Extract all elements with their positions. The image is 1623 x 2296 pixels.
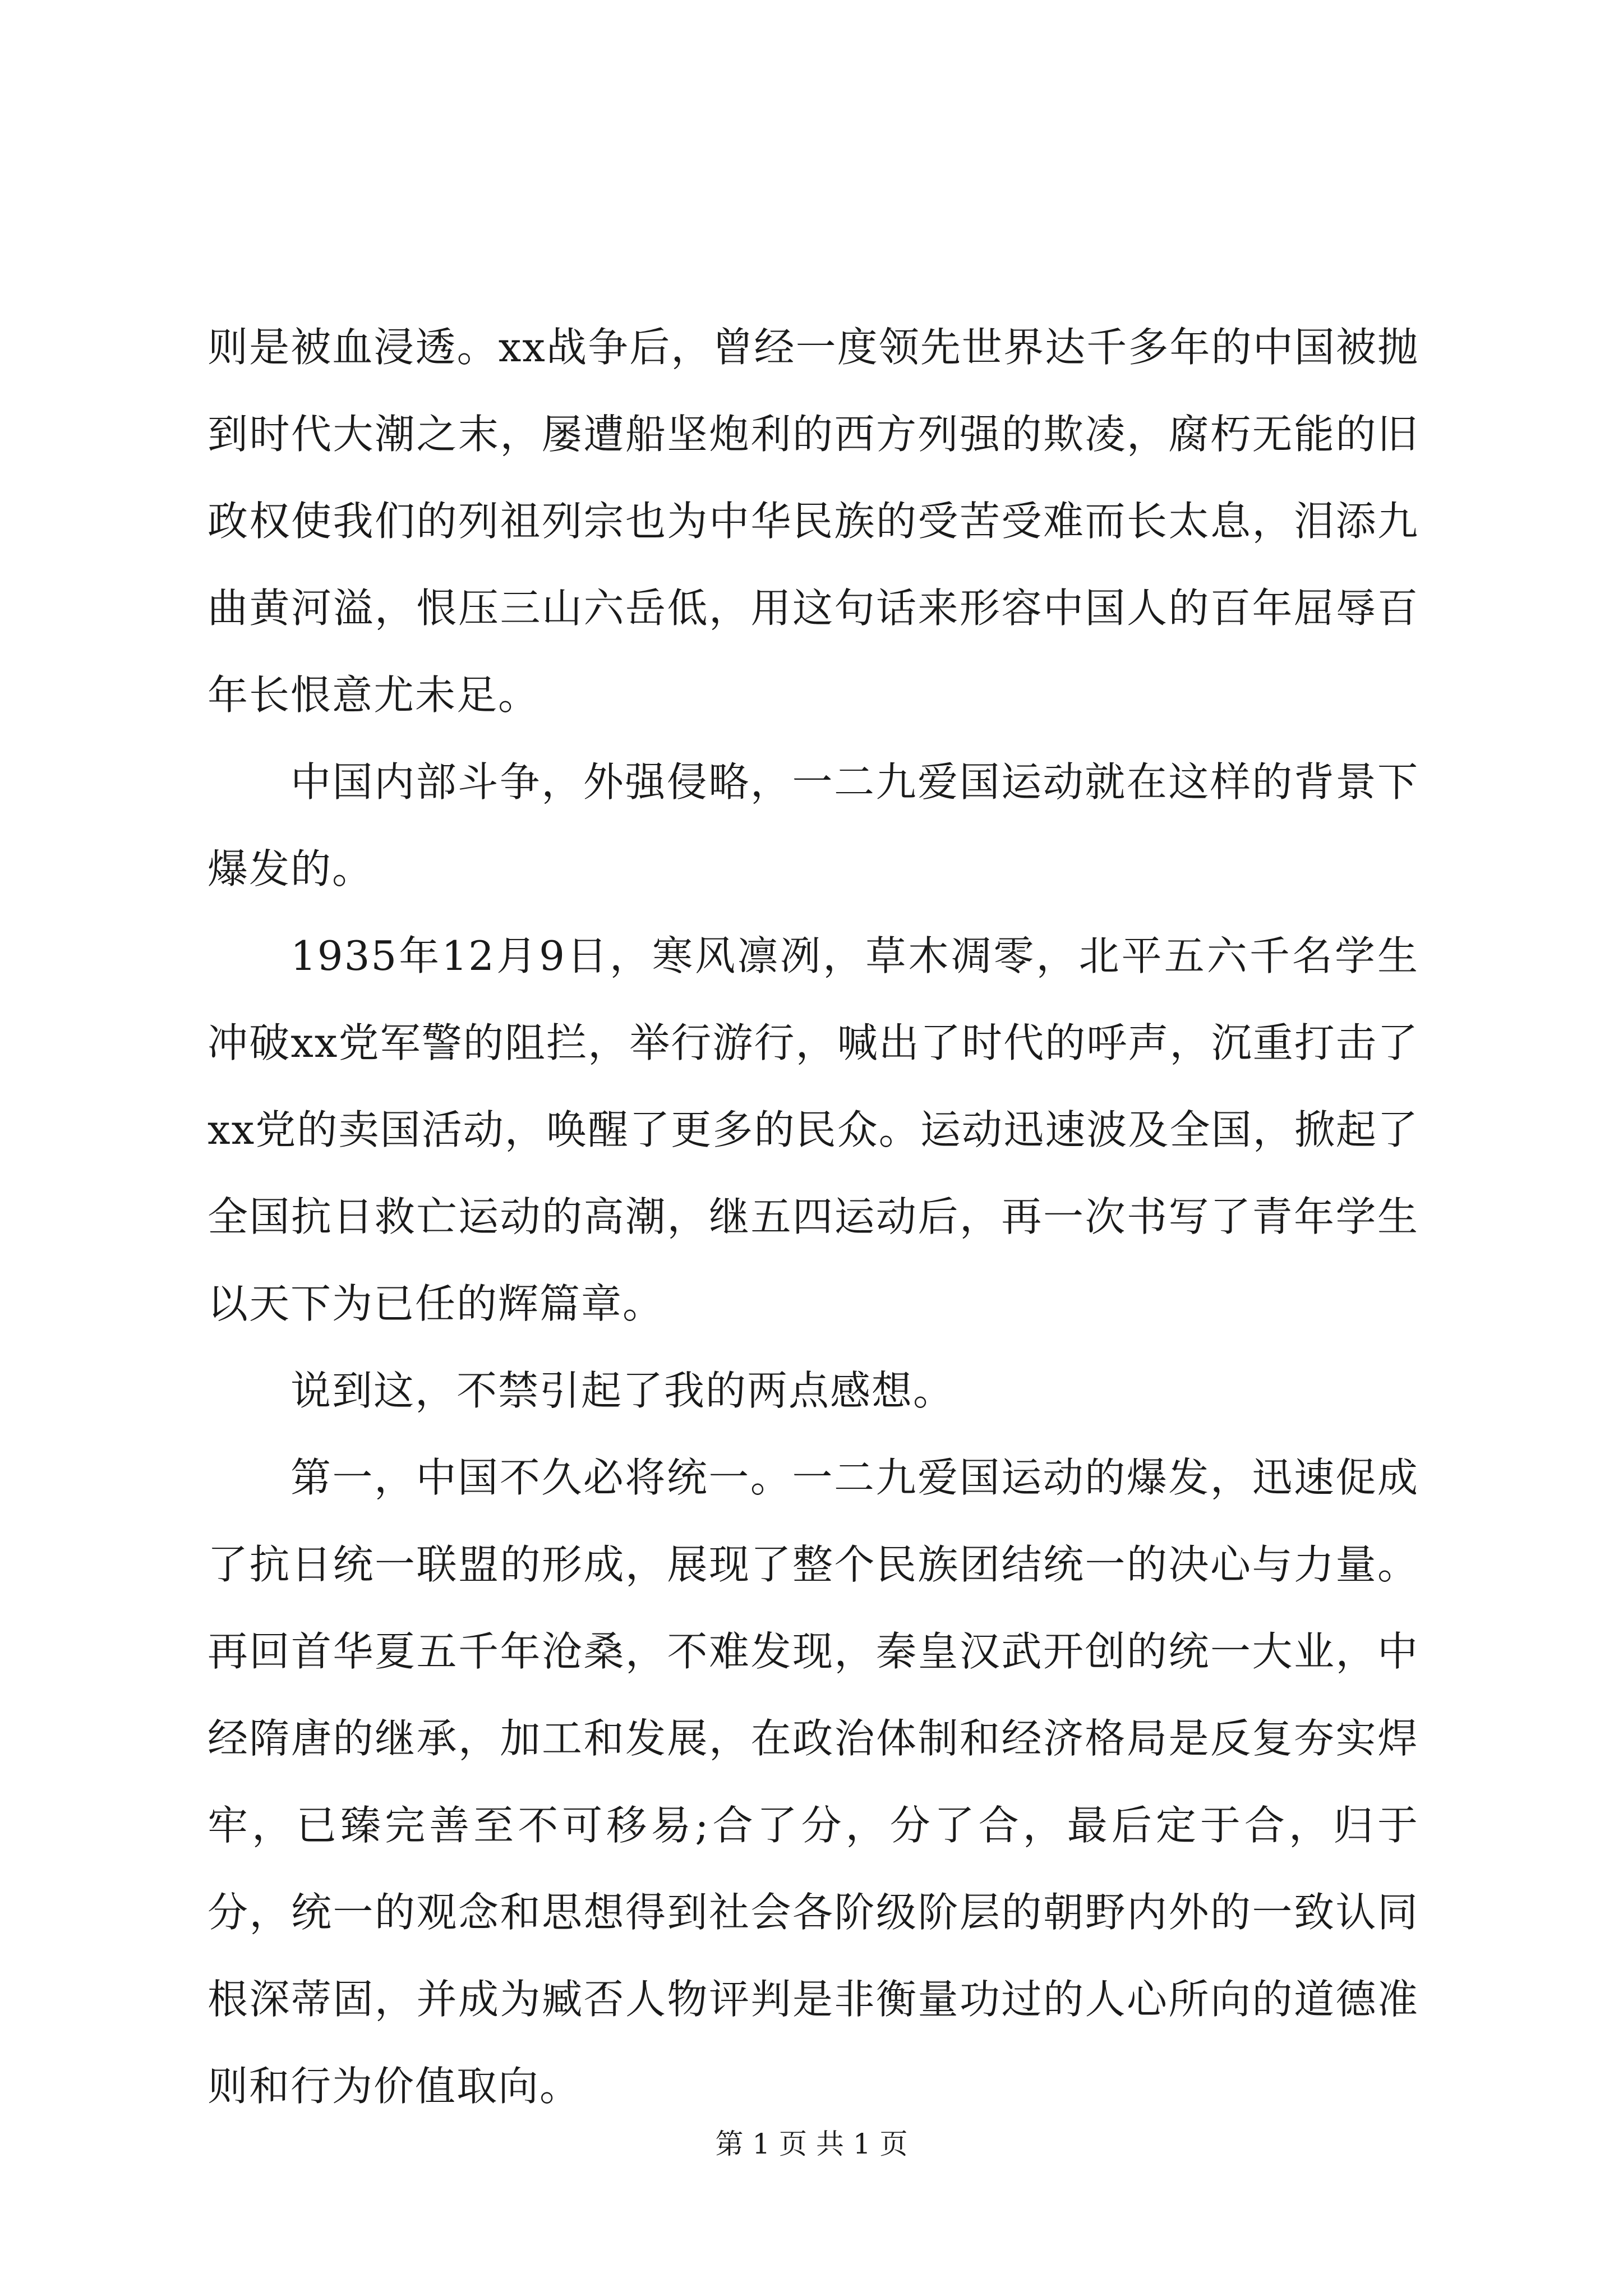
page-number-footer: 第 1 页 共 1 页	[715, 2128, 908, 2160]
paragraph-reflection-intro: 说到这，不禁引起了我的两点感想。	[291, 1367, 955, 1414]
paragraph-continuation: 则是被血浸透。xx战争后，曾经一度领先世界达千多年的中国被抛到时代大潮之末，屡遭船坚炮利的西方列强的欺凌，腐朽无能的旧政权使我们的列祖列宗也为中华民族的受苦受难而长太息，泪添九曲黄河溢，恨压三山六岳低，用这句话来形容中国人的百年屈辱百年长恨意尤未足。	[208, 324, 1419, 719]
paragraph-first-point: 第一，中国不久必将统一。一二九爱国运动的爆发，迅速促成了抗日统一联盟的形成，展现了整个民族团结统一的决心与力量。再回首华夏五千年沧桑，不难发现，秦皇汉武开创的统一大业，中经隋唐的继承，加工和发展，在政治体制和经济格局是反复夯实焊牢，已臻完善至不可移易;合了分，分了合，最后定于合，归于分，统一的观念和思想得到社会各阶级阶层的朝野内外的一致认同根深蒂固，并成为臧否人物评判是非衡量功过的人心所向的道德准则和行为价值取向。	[208, 1454, 1419, 2110]
paragraph-background: 中国内部斗争，外强侵略，一二九爱国运动就在这样的背景下爆发的。	[208, 758, 1419, 892]
document-body	[208, 304, 1419, 2130]
paragraph-december-ninth: 1935年12月9日，寒风凛冽，草木凋零，北平五六千名学生冲破xx党军警的阻拦，举行游行，喊出了时代的呼声，沉重打击了xx党的卖国活动，唤醒了更多的民众。运动迅速波及全国，掀起了全国抗日救亡运动的高潮，继五四运动后，再一次书写了青年学生以天下为已任的辉篇章。	[208, 932, 1419, 1327]
